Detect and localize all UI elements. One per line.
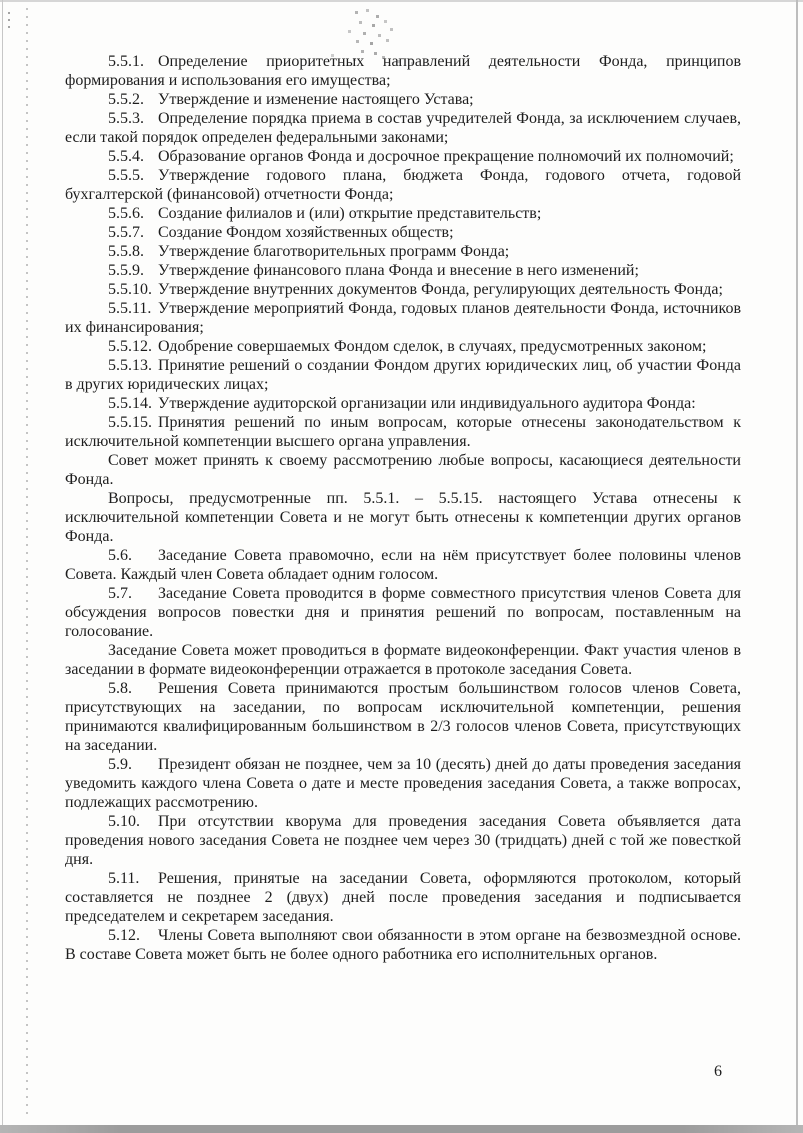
clause-number: 5.12. [108, 927, 140, 944]
clause-text: При отсутствии кворума для проведения заседания Совета объявляется дата проведения нового заседания Совета не позднее чем через 30 (тридцать) дней с той же повесткой дня. [65, 813, 741, 868]
charter-clause [65, 299, 741, 337]
charter-clause [65, 451, 741, 489]
clause-text: Утверждение годового плана, бюджета Фонда, годового отчета, годовой бухгалтерской (финансовой) отчетности Фонда; [65, 167, 741, 203]
charter-clause [65, 755, 741, 812]
clause-number: 5.5.8. [108, 243, 144, 260]
clause-number: 5.5.10. [108, 281, 152, 298]
clause-text: Вопросы, предусмотренные пп. 5.5.1. – 5.5.15. настоящего Устава отнесены к исключительной компетенции Совета и не могут быть отнесены к компетенции других органов Фонда. [65, 490, 741, 545]
clause-number: 5.5.3. [108, 110, 144, 127]
clause-number: 5.5.13. [108, 357, 152, 374]
charter-clause [65, 413, 741, 451]
clause-text: Утверждение и изменение настоящего Устава; [158, 91, 474, 108]
clause-text: Утверждение благотворительных программ Фонда; [158, 243, 510, 260]
clause-text: Президент обязан не позднее, чем за 10 (десять) дней до даты проведения заседания уведомить каждого члена Совета о дате и месте проведения заседания Совета, а также вопросах, подлежащих рассмотрению. [65, 756, 741, 811]
scan-edge-left [2, 0, 3, 1127]
clause-number: 5.5.12. [108, 338, 152, 355]
clause-text: Принятие решений о создании Фондом других юридических лиц, об участии Фонда в других юридических лицах; [65, 357, 741, 393]
clause-number: 5.5.15. [108, 414, 152, 431]
clause-text: Одобрение совершаемых Фондом сделок, в случаях, предусмотренных законом; [158, 338, 707, 355]
scan-noise-artifact [344, 8, 345, 9]
clause-text: Образование органов Фонда и досрочное прекращение полномочий их полномочий; [158, 148, 734, 165]
clause-number: 5.5.9. [108, 262, 144, 279]
clause-text: Совет может принять к своему рассмотрению любые вопросы, касающиеся деятельности Фонда. [65, 452, 741, 488]
scan-edge-right [796, 0, 798, 1127]
scan-edge-bottom-shadow [0, 1125, 803, 1133]
clause-text: Заседание Совета правомочно, если на нём присутствует более половины членов Совета. Каждый член Совета обладает одним голосом. [65, 547, 741, 583]
charter-clause [65, 584, 741, 641]
document-text [65, 52, 741, 964]
charter-clause [65, 280, 741, 299]
clause-text: Заседание Совета может проводиться в формате видеоконференции. Факт участия членов в заседании в формате видеоконференции отражается в протоколе заседания Совета. [65, 642, 741, 678]
binding-dots [8, 12, 10, 32]
charter-clause [65, 926, 741, 964]
charter-clause [65, 641, 741, 679]
clause-number: 5.5.2. [108, 91, 144, 108]
charter-clause [65, 679, 741, 755]
charter-clause [65, 242, 741, 261]
charter-clause [65, 812, 741, 869]
clause-text: Утверждение внутренних документов Фонда, регулирующих деятельность Фонда; [158, 281, 723, 298]
charter-clause [65, 90, 741, 109]
clause-text: Решения Совета принимаются простым большинством голосов членов Совета, присутствующих на заседании, по вопросам исключительной компетенции, решения принимаются квалифицированным большинством в 2/3 голосов членов Совета, присутствующих на заседании. [65, 680, 741, 754]
charter-clause [65, 337, 741, 356]
clause-number: 5.5.11. [108, 300, 152, 317]
charter-clause [65, 489, 741, 546]
clause-number: 5.5.7. [108, 224, 144, 241]
clause-text: Определение приоритетных направлений деятельности Фонда, принципов формирования и использования его имущества; [65, 53, 741, 89]
charter-clause [65, 394, 741, 413]
clause-number: 5.5.5. [108, 167, 144, 184]
clause-text: Утверждение аудиторской организации или индивидуального аудитора Фонда: [158, 395, 696, 412]
clause-text: Принятия решений по иным вопросам, которые отнесены законодательством к исключительной компетенции высшего органа управления. [65, 414, 741, 450]
clause-text: Заседание Совета проводится в форме совместного присутствия членов Совета для обсуждения вопросов повестки дня и принятия решений по вопросам, поставленным на голосование. [65, 585, 741, 640]
perforation-dotted-line [26, 8, 28, 1120]
charter-clause [65, 204, 741, 223]
clause-text: Утверждение финансового плана Фонда и внесение в него изменений; [158, 262, 639, 279]
clause-text: Решения, принятые на заседании Совета, оформляются протоколом, который составляется не позднее 2 (двух) дней после проведения заседания и подписывается председателем и секретарем заседания. [65, 870, 741, 925]
charter-clause [65, 223, 741, 242]
clause-number: 5.5.1. [108, 53, 144, 70]
charter-clause [65, 261, 741, 280]
clause-number: 5.7. [108, 585, 132, 602]
clause-number: 5.5.6. [108, 205, 144, 222]
page-number: 6 [714, 1063, 722, 1080]
clause-text: Определение порядка приема в состав учредителей Фонда, за исключением случаев, если такой порядок определен федеральными законами; [65, 110, 741, 146]
charter-clause [65, 546, 741, 584]
clause-number: 5.5.14. [108, 395, 152, 412]
charter-clause [65, 869, 741, 926]
clause-number: 5.8. [108, 680, 132, 697]
clause-number: 5.6. [108, 547, 132, 564]
clause-text: Создание филиалов и (или) открытие представительств; [158, 205, 542, 222]
scan-edge-top [0, 0, 803, 2]
clause-number: 5.10. [108, 813, 140, 830]
clause-number: 5.9. [108, 756, 132, 773]
clause-number: 5.5.4. [108, 148, 144, 165]
charter-clause [65, 52, 741, 90]
clause-text: Утверждение мероприятий Фонда, годовых планов деятельности Фонда, источников их финансирования; [65, 300, 741, 336]
charter-clause [65, 166, 741, 204]
clause-text: Создание Фондом хозяйственных обществ; [158, 224, 454, 241]
charter-clause [65, 109, 741, 147]
charter-clause [65, 356, 741, 394]
clause-number: 5.11. [108, 870, 140, 887]
clause-text: Члены Совета выполняют свои обязанности в этом органе на безвозмездной основе. В составе Совета может быть не более одного работника его исполнительных органов. [65, 927, 741, 963]
charter-clause [65, 147, 741, 166]
